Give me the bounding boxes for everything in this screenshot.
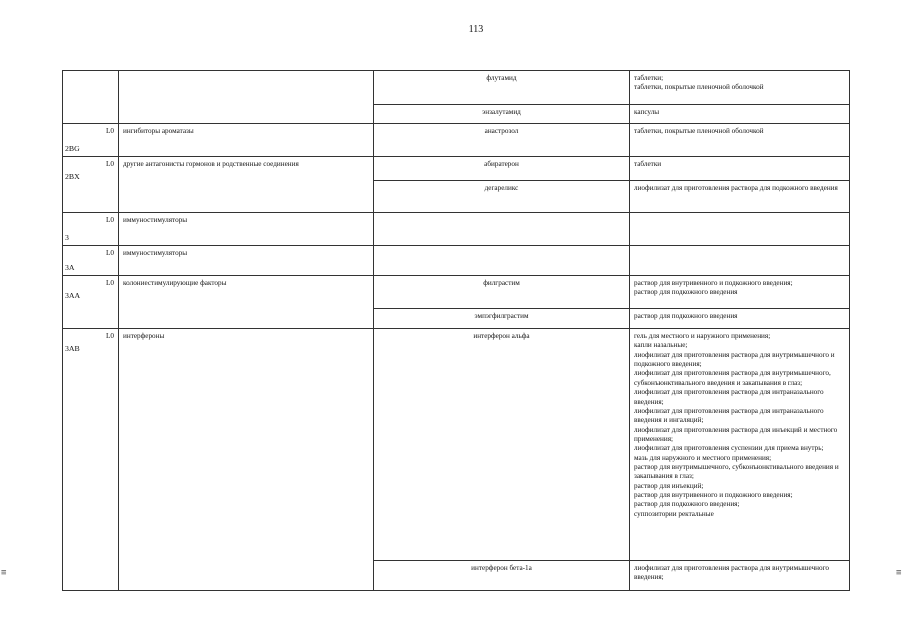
dosage-form: капли назальные; xyxy=(634,341,688,350)
table-row xyxy=(63,213,850,246)
dosage-form: лиофилизат для приготовления раствора для подкожного введения xyxy=(634,184,838,192)
dosage-form: лиофилизат для приготовления раствора для интраназального введения; xyxy=(634,388,824,406)
page-number: 113 xyxy=(468,24,484,35)
atc-code-prefix: L0 xyxy=(106,160,114,168)
inn-cell xyxy=(374,246,630,276)
table-row xyxy=(63,276,850,309)
inn-cell: интерферон альфа xyxy=(374,329,630,561)
dosage-form: раствор для подкожного введения; xyxy=(634,500,740,509)
inn-cell: анастрозол xyxy=(374,124,630,157)
inn-cell xyxy=(374,213,630,246)
dosage-form: мазь для наружного и местного применения; xyxy=(634,453,772,462)
dosage-form: лиофилизат для приготовления раствора для внутримышечного введения; xyxy=(634,564,829,582)
table-row xyxy=(63,246,850,276)
atc-code-prefix: L0 xyxy=(106,279,114,287)
inn-cell: эмпэгфилграстим xyxy=(374,309,630,329)
dosage-forms-cell xyxy=(630,561,850,591)
dosage-form: гель для местного и наружного применения; xyxy=(634,332,771,340)
dosage-form: таблетки; xyxy=(634,74,664,82)
dosage-form: капсулы xyxy=(634,108,660,116)
drug-table xyxy=(62,70,850,591)
atc-code-suffix: 3AA xyxy=(65,291,81,300)
group-name: интерфероны xyxy=(119,329,374,591)
atc-code-suffix: 3AB xyxy=(65,344,80,353)
group-name: ингибиторы ароматазы xyxy=(119,124,374,157)
group-name: иммуностимуляторы xyxy=(119,246,374,276)
dosage-forms-cell xyxy=(630,309,850,329)
left-edge-mark: ≡ xyxy=(1,568,7,578)
atc-code-cell xyxy=(63,71,119,124)
atc-code-suffix: 3A xyxy=(65,262,75,272)
dosage-form: лиофилизат для приготовления суспензии для приема внутрь; xyxy=(634,444,824,453)
table-row xyxy=(63,157,850,181)
dosage-form: лиофилизат для приготовления раствора для внутримышечного и подкожного введения; xyxy=(634,350,835,369)
inn-cell: филграстим xyxy=(374,276,630,309)
group-name: иммуностимуляторы xyxy=(119,213,374,246)
inn-cell: абиратерон xyxy=(374,157,630,181)
atc-code-prefix: L0 xyxy=(106,216,114,224)
atc-code-cell xyxy=(63,213,119,246)
table-row xyxy=(63,124,850,157)
dosage-form: лиофилизат для приготовления раствора для инъекций и местного применения; xyxy=(634,425,838,443)
dosage-forms-cell xyxy=(630,213,850,246)
atc-code-suffix: 2BX xyxy=(65,172,80,181)
atc-code-cell xyxy=(63,124,119,157)
dosage-form: лиофилизат для приготовления раствора для интраназального введения и ингаляций; xyxy=(634,406,824,425)
atc-code-cell xyxy=(63,329,119,591)
atc-code-prefix: L0 xyxy=(106,127,114,135)
dosage-forms-cell xyxy=(630,71,850,105)
atc-code-prefix: L0 xyxy=(106,249,114,257)
dosage-forms-cell xyxy=(630,124,850,157)
dosage-form: раствор для подкожного введения xyxy=(634,312,738,320)
inn-cell: дегареликс xyxy=(374,181,630,213)
inn-cell: интерферон бета-1a xyxy=(374,561,630,591)
dosage-form: таблетки, покрытые пленочной оболочкой xyxy=(634,127,764,135)
atc-code-cell xyxy=(63,157,119,213)
dosage-forms-cell xyxy=(630,181,850,213)
group-name: колониестимулирующие факторы xyxy=(119,276,374,329)
dosage-form: раствор для внутривенного и подкожного введения; xyxy=(634,491,793,500)
table-row xyxy=(63,329,850,561)
atc-code-prefix: L0 xyxy=(106,332,114,340)
dosage-forms-cell xyxy=(630,329,850,561)
dosage-forms-cell xyxy=(630,246,850,276)
right-edge-mark: ≡ xyxy=(896,568,902,578)
dosage-form: лиофилизат для приготовления раствора для внутримышечного, субконъюнктивального введения и закапывания в глаз; xyxy=(634,369,831,387)
inn-cell: энзалутамид xyxy=(374,105,630,124)
atc-code-cell xyxy=(63,276,119,329)
group-name: другие антагонисты гормонов и родственные соединения xyxy=(119,157,374,213)
dosage-form: суппозитории ректальные xyxy=(634,509,714,518)
dosage-form: раствор для инъекций; xyxy=(634,481,704,490)
atc-code-suffix: 3 xyxy=(65,232,69,242)
dosage-form: раствор для внутривенного и подкожного введения; xyxy=(634,279,793,287)
dosage-form: таблетки xyxy=(634,160,662,168)
table-row xyxy=(63,71,850,105)
atc-code-cell xyxy=(63,246,119,276)
inn-cell: флутамид xyxy=(374,71,630,105)
dosage-form: раствор для подкожного введения xyxy=(634,288,738,297)
dosage-forms-cell xyxy=(630,157,850,181)
dosage-forms-cell xyxy=(630,105,850,124)
dosage-form: таблетки, покрытые пленочной оболочкой xyxy=(634,83,764,92)
group-name xyxy=(119,71,374,124)
atc-code-suffix: 2BG xyxy=(65,143,80,153)
dosage-form: раствор для внутримышечного, субконъюнктивального введения и закапывания в глаз; xyxy=(634,463,839,481)
dosage-forms-cell xyxy=(630,276,850,309)
